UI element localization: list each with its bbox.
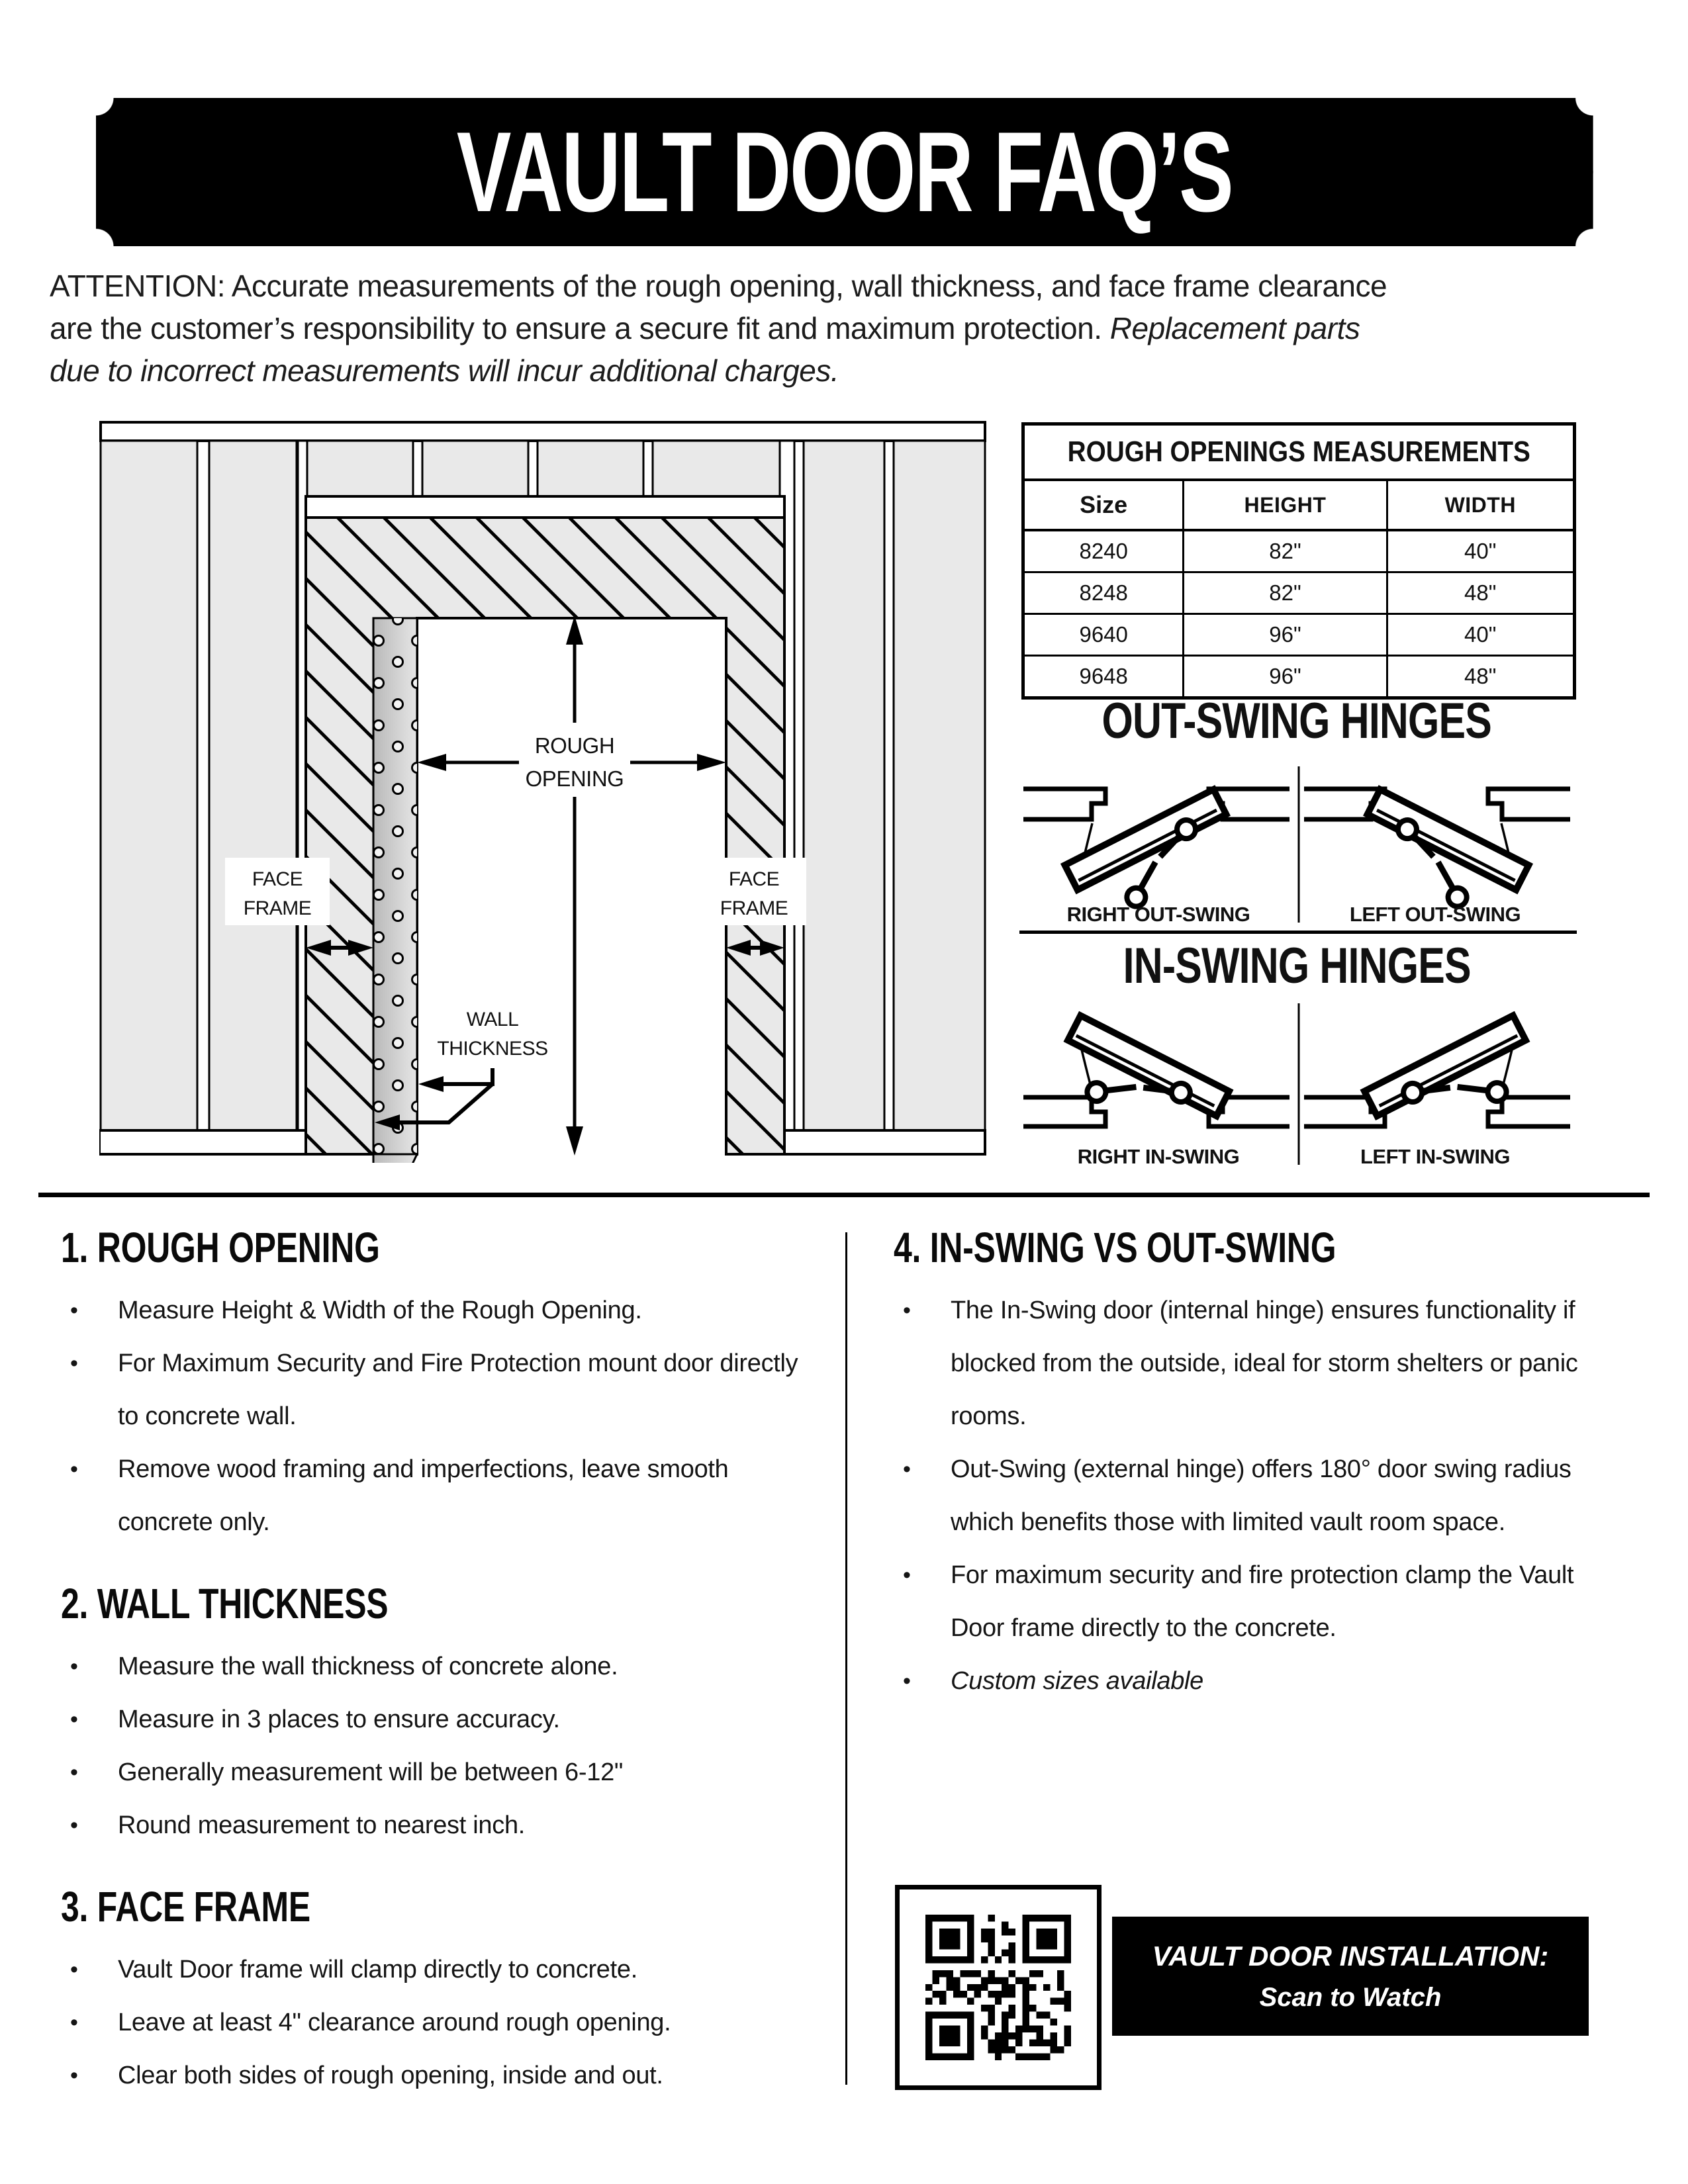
cripple-stud [653,441,780,496]
qr-finder-icon [925,2012,974,2060]
strip-bevel [373,1154,417,1163]
column-divider [845,1232,847,2085]
cripple-stud [422,441,528,496]
panel-subtitle: Scan to Watch [1259,1982,1442,2012]
header-beam [306,496,784,518]
out-swing-hinges-diagram [1017,758,1577,928]
face-frame-label: FRAME [720,897,788,919]
page-title: VAULT DOOR FAQ’S [457,109,1233,236]
out-swing-hinges-title: OUT-SWING HINGES [1102,693,1492,749]
list-item: • For maximum security and fire protection clamp the Vault Door frame directly to the concrete. [894,1549,1586,1655]
arrowhead-down-icon [566,1126,583,1156]
left-out-swing-label: LEFT OUT-SWING [1349,903,1521,926]
face-frame-label: FACE [252,868,303,890]
rough-openings-table [1021,422,1576,700]
attention-line-2: are the customer’s responsibility to ensure a secure fit and maximum protection. Replacement parts [50,311,1360,345]
cripple-stud [307,441,413,496]
height-cell: 96" [1182,657,1385,696]
face-frame-label: FACE [728,868,780,890]
list-item: • Measure Height & Width of the Rough Opening. [61,1284,804,1337]
list-item: • For Maximum Security and Fire Protection mount door directly to concrete wall. [61,1337,804,1443]
table-row [1025,657,1573,696]
qr-code-graphic [912,1901,1085,2074]
section-1-heading: 1. ROUGH OPENING [61,1224,380,1271]
left-in-swing-door-icon [1304,1015,1570,1154]
cripple-stud [538,441,643,496]
size-cell: 9640 [1079,622,1128,647]
list-item: • Vault Door frame will clamp directly to concrete. [61,1943,804,1996]
wall-thickness-dots [373,618,417,1154]
table-row [1025,615,1573,657]
right-in-swing-door-icon [1023,1015,1289,1154]
qr-finder-icon [925,1915,974,1963]
height-cell: 96" [1182,615,1385,655]
list-item: • Round measurement to nearest inch. [61,1799,804,1852]
width-cell: 48" [1386,573,1573,613]
in-swing-hinges-title: IN-SWING HINGES [1123,938,1471,994]
list-item: • Measure the wall thickness of concrete alone. [61,1640,804,1693]
right-out-swing-label: RIGHT OUT-SWING [1066,903,1250,926]
height-cell: 82" [1182,573,1385,613]
table-row [1025,531,1573,573]
attention-line-3: due to incorrect measurements will incur additional charges. [50,353,839,388]
wall-thickness-label: WALL [466,1009,519,1030]
title-banner [96,98,1593,246]
rough-opening-label: OPENING [525,766,624,791]
hinge-section-divider [1019,931,1577,934]
top-plate [101,422,985,441]
in-swing-hinges-diagram [1017,1001,1577,1167]
qr-code [895,1885,1102,2090]
list-item: • Custom sizes available [894,1655,1582,1707]
wall-stud [894,441,985,1132]
arrowhead-up-icon [566,615,583,645]
table-title: ROUGH OPENINGS MEASUREMENTS [1025,426,1573,481]
size-cell: 8248 [1079,580,1128,605]
table-header-row [1025,481,1573,531]
left-in-swing-label: LEFT IN-SWING [1360,1145,1510,1167]
list-item: • Generally measurement will be between 6-12" [61,1746,804,1799]
rough-opening-label: ROUGH [534,733,615,758]
arrowhead-right-icon [697,754,726,771]
wall-stud [209,441,297,1132]
rough-opening-diagram [99,418,986,1163]
table-row [1025,573,1573,615]
section-4-heading: 4. IN-SWING VS OUT-SWING [894,1224,1336,1271]
size-cell: 9648 [1079,664,1128,688]
qr-finder-icon [1023,1915,1071,1963]
wall-thickness-label: THICKNESS [437,1038,548,1060]
width-cell: 40" [1386,615,1573,655]
right-column [894,1223,1582,1707]
arrowhead-left-icon [418,1076,444,1092]
column-header: Size [1080,491,1128,518]
bottom-plate [784,1130,985,1154]
width-cell: 48" [1386,657,1573,696]
column-header: WIDTH [1386,481,1573,529]
list-item: • The In-Swing door (internal hinge) ensures functionality if blocked from the outside, ideal for storm shelters or panic rooms. [894,1284,1586,1443]
installation-video-panel [1112,1917,1589,2036]
bottom-plate [99,1130,306,1154]
size-cell: 8240 [1079,539,1128,563]
list-item: • Leave at least 4" clearance around rough opening. [61,1996,804,2049]
left-column [61,1223,804,2102]
list-item: • Remove wood framing and imperfections, leave smooth concrete only. [61,1443,804,1549]
list-item: • Measure in 3 places to ensure accuracy. [61,1693,804,1746]
attention-line-1: ATTENTION: Accurate measurements of the rough opening, wall thickness, and face frame clearance [50,269,1387,303]
panel-title: VAULT DOOR INSTALLATION: [1152,1940,1549,1972]
wall-stud [101,441,197,1132]
attention-paragraph [50,265,1638,392]
list-item: • Out-Swing (external hinge) offers 180° door swing radius which benefits those with limited vault room space. [894,1443,1586,1549]
right-in-swing-label: RIGHT IN-SWING [1077,1145,1240,1167]
section-rule [38,1193,1650,1197]
face-frame-label: FRAME [243,897,312,919]
section-3-heading: 3. FACE FRAME [61,1883,310,1931]
wall-stud [804,441,884,1132]
section-2-heading: 2. WALL THICKNESS [61,1580,389,1627]
column-header: HEIGHT [1182,481,1385,529]
list-item: • Clear both sides of rough opening, inside and out. [61,2049,804,2102]
width-cell: 40" [1386,531,1573,571]
arrowhead-left-icon [417,754,446,771]
height-cell: 82" [1182,531,1385,571]
